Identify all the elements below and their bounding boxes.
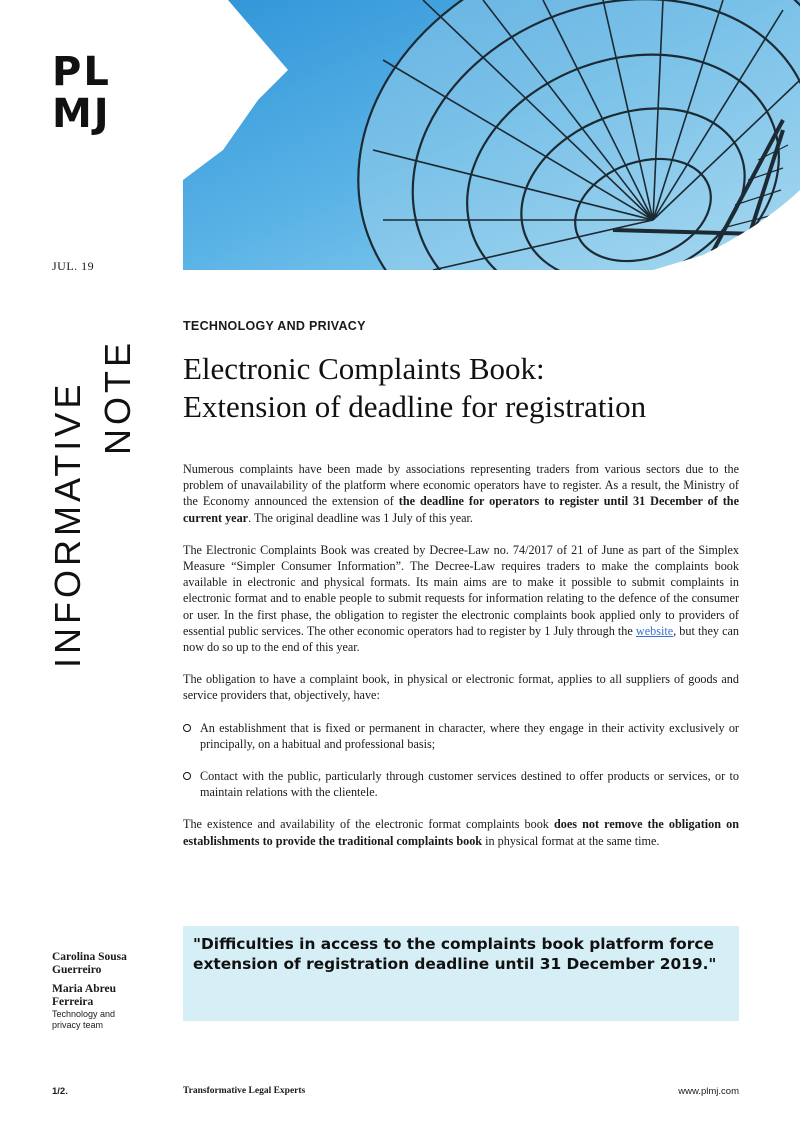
author-1-line-2: Guerreiro (52, 964, 102, 976)
pull-quote-text: "Difficulties in access to the complaints book platform force extension of registration deadline until 31 December 2019." (193, 935, 717, 973)
paragraph-4 (183, 816, 739, 848)
author-2-line-1: Maria Abreu (52, 983, 116, 995)
p4-bold: does not remove the obligation on establishments to provide the traditional complaints book (183, 817, 739, 848)
bullet-circle-icon (183, 724, 191, 732)
list-item (183, 768, 739, 800)
authors-block (52, 951, 127, 1031)
vertical-title-line-2: NOTE (97, 338, 138, 455)
paragraph-2 (183, 542, 739, 655)
list-item (183, 720, 739, 752)
author-2-line-2: Ferreira (52, 996, 94, 1008)
author-1-line-1: Carolina Sousa (52, 951, 127, 963)
paragraph-1 (183, 461, 739, 526)
page-number: 1/2. (52, 1086, 68, 1097)
obligation-list (183, 720, 739, 801)
footer-url[interactable]: www.plmj.com (678, 1086, 739, 1097)
p2-text: The Electronic Complaints Book was created by Decree-Law no. 74/2017 of 21 of June as part of the Simplex Measure “Simpler Consumer Information”. The Decree-Law requires traders to make the complaints book available in electronic and physical formats. Its main aims are to make it possible to submit complaints in electronic format and to enable people to submit requests for information relating to the defence of the consumer or user. In the first phase, the obligation to register the electronic complaints book applied only to providers of essential public services. The other economic operators had to register by 1 July through the (183, 542, 739, 638)
bullet-circle-icon (183, 772, 191, 780)
bullet-text: An establishment that is fixed or permanent in character, where they engage in their activity exclusively or principally, on a habitual and professional basis; (200, 720, 739, 751)
title-line-2: Extension of deadline for registration (183, 389, 647, 424)
title-line-1: Electronic Complaints Book: (183, 351, 545, 386)
website-link[interactable]: website (635, 623, 674, 638)
pull-quote (183, 926, 739, 1021)
p4-text: The existence and availability of the electronic format complaints book (183, 817, 554, 832)
publication-date: JUL. 19 (52, 259, 95, 273)
team-line-1: Technology and (52, 1009, 116, 1019)
p1-text: Numerous complaints have been made by associations representing traders from various sectors due to the problem of unavailability of the platform where economic operators have to register. As a result, the Ministry of the Economy announced the extension of (183, 462, 739, 509)
article-body (183, 461, 739, 865)
page-title (183, 350, 773, 426)
footer-tagline: Transformative Legal Experts (183, 1086, 306, 1096)
logo-line-2: MJ (52, 91, 111, 137)
p1-text-end: . The original deadline was 1 July of this year. (248, 510, 473, 525)
p2-text-end: , but they can now do so up to the end of this year. (183, 623, 739, 655)
hero-image-radio-dish (183, 0, 800, 270)
team-line-2: privacy team (52, 1020, 104, 1030)
plmj-logo (52, 49, 111, 137)
p4-text-end: in physical format at the same time. (482, 833, 660, 848)
section-label: TECHNOLOGY AND PRIVACY (183, 319, 366, 333)
paragraph-3: The obligation to have a complaint book, in physical or electronic format, applies to all suppliers of goods and service providers that, objectively, have: (183, 672, 739, 703)
bullet-text: Contact with the public, particularly through customer services destined to offer products or services, or to maintain relations with the clientele. (200, 769, 739, 800)
vertical-title-line-1: INFORMATIVE (47, 380, 88, 668)
p1-bold: the deadline for operators to register until 31 December of the current year (183, 494, 739, 525)
vertical-title (47, 320, 140, 670)
logo-line-1: PL (52, 49, 111, 95)
